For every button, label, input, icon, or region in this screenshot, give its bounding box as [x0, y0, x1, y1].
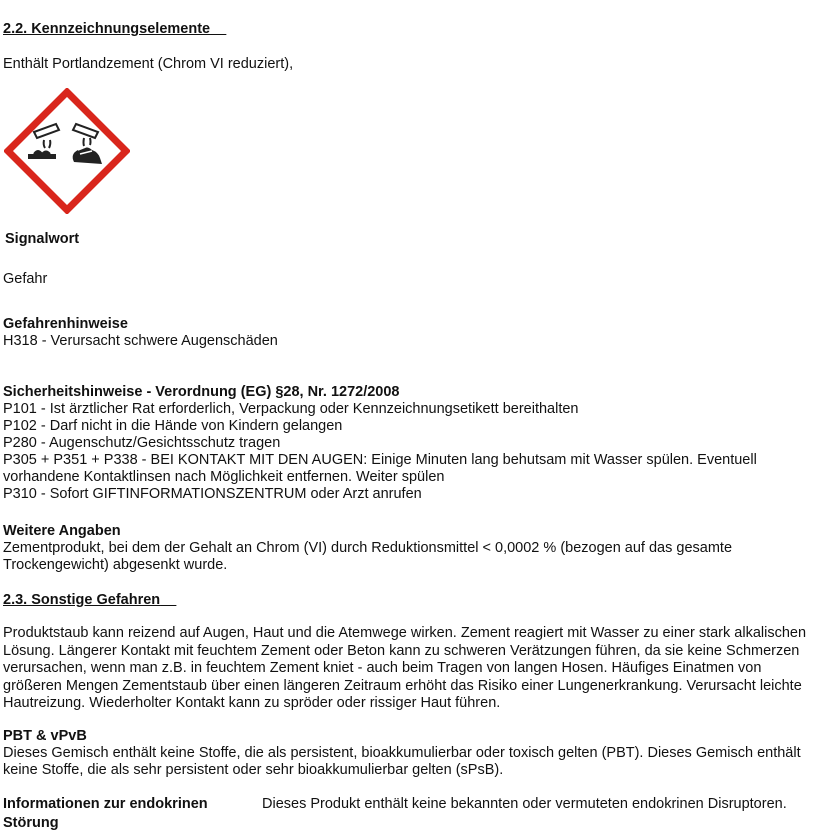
precaution-line: P310 - Sofort GIFTINFORMATIONSZENTRUM oder Arzt anrufen	[3, 486, 422, 502]
paragraph-line: Lösung. Längerer Kontakt mit feuchtem Zement oder Beton kann zu schweren Verätzungen führen, da sie keine Schmerzen	[3, 642, 800, 659]
endocrine-label-line: Informationen zur endokrinen	[3, 796, 208, 812]
paragraph-line: verursachen, wenn man z.B. in feuchtem Zement kniet - auch beim Tragen von langen Hosen. Häufiges Einatmen von	[3, 660, 762, 676]
precaution-line: P101 - Ist ärztlicher Rat erforderlich, Verpackung oder Kennzeichnungsetikett bereithalten	[3, 401, 579, 417]
paragraph-line: Produktstaub kann reizend auf Augen, Haut und die Atemwege wirken. Zement reagiert mit Wasser zu einer stark alkalischen	[3, 625, 807, 641]
hazard-statement-h318: H318 - Verursacht schwere Augenschäden	[3, 333, 278, 349]
other-hazards-paragraph	[3, 625, 835, 713]
endocrine-text: Dieses Produkt enthält keine bekannten oder vermuteten endokrinen Disruptoren.	[262, 796, 787, 812]
further-line: Zementprodukt, bei dem der Gehalt an Chrom (VI) durch Reduktionsmittel < 0,0002 % (bezogen auf das gesamte	[3, 540, 733, 556]
section-heading-2-2: 2.2. Kennzeichnungselemente	[3, 21, 211, 37]
precaution-line: vorhandene Kontaktlinsen nach Möglichkeit entfernen. Weiter spülen	[3, 469, 445, 485]
hazard-statements-label: Gefahrenhinweise	[3, 316, 128, 332]
pbt-label: PBT & vPvB	[3, 728, 87, 744]
further-information	[3, 523, 834, 574]
corrosion-ghs05-icon	[4, 88, 130, 214]
endocrine-label-line: Störung	[3, 815, 59, 831]
precaution-line: P102 - Darf nicht in die Hände von Kindern gelangen	[3, 418, 343, 434]
pbt-vpvb-section	[3, 728, 834, 779]
signal-word-value: Gefahr	[3, 271, 48, 287]
precautionary-label: Sicherheitshinweise - Verordnung (EG) §28, Nr. 1272/2008	[3, 384, 400, 400]
signal-word-label: Signalwort	[5, 231, 80, 247]
precaution-line: P280 - Augenschutz/Gesichtsschutz tragen	[3, 435, 281, 451]
endocrine-label	[3, 795, 208, 833]
contains-statement: Enthält Portlandzement (Chrom VI reduziert),	[3, 56, 294, 72]
further-line: Trockengewicht) abgesenkt wurde.	[3, 557, 228, 573]
paragraph-line: Hautreizung. Wiederholter Kontakt kann zu spröder oder rissiger Haut führen.	[3, 695, 501, 711]
paragraph-line: größeren Mengen Zementstaub über einen längeren Zeitraum erhöht das Risiko einer Lungenerkrankung. Verursacht leichte	[3, 677, 802, 694]
pbt-line: Dieses Gemisch enthält keine Stoffe, die als persistent, bioakkumulierbar oder toxisch gelten (PBT). Dieses Gemisch enthält	[3, 745, 801, 761]
precaution-line: P305 + P351 + P338 - BEI KONTAKT MIT DEN AUGEN: Einige Minuten lang behutsam mit Wasser spülen. Eventuell	[3, 452, 757, 468]
precautionary-statements	[3, 384, 834, 503]
further-information-label: Weitere Angaben	[3, 523, 121, 539]
section-heading-2-3: 2.3. Sonstige Gefahren	[3, 592, 161, 608]
pbt-line: keine Stoffe, die als sehr persistent oder sehr bioakkumulierbar gelten (sPsB).	[3, 762, 504, 778]
